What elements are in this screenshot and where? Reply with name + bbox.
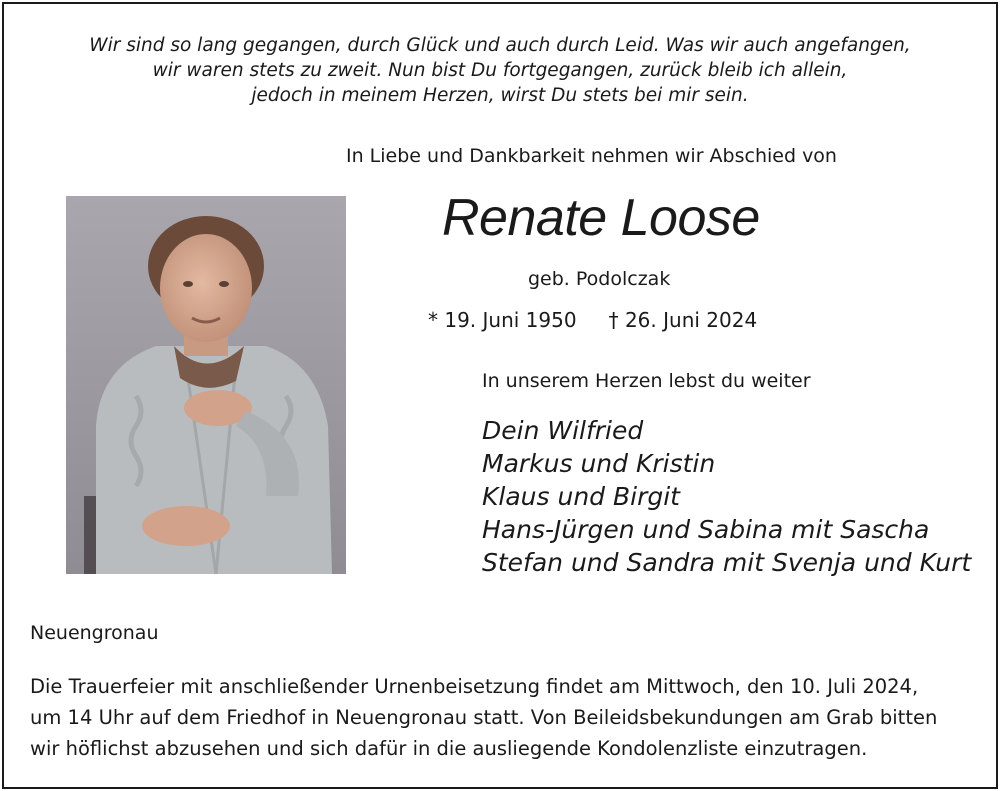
family-member: Dein Wilfried (482, 416, 644, 445)
motto-text: In unserem Herzen lebst du weiter (482, 370, 811, 392)
family-list (482, 414, 971, 579)
family-member: Hans-Jürgen und Sabina mit Sascha (482, 515, 930, 544)
family-member: Markus und Kristin (482, 449, 716, 478)
poem-line-1: Wir sind so lang gegangen, durch Glück und auch durch Leid. Was wir auch angefangen, (89, 35, 911, 56)
birth-date: * 19. Juni 1950 (428, 308, 577, 332)
deceased-name: Renate Loose (442, 189, 760, 247)
poem-line-3: jedoch in meinem Herzen, wirst Du stets bei mir sein. (251, 85, 749, 106)
maiden-name: geb. Podolczak (528, 268, 671, 290)
poem (0, 33, 1000, 108)
notice-line-3: wir höflichst abzusehen und sich dafür in die ausliegende Kondolenzliste einzutragen. (30, 737, 868, 760)
poem-line-2: wir waren stets zu zweit. Nun bist Du fortgegangen, zurück bleib ich allein, (152, 60, 848, 81)
portrait-illustration (66, 196, 346, 574)
funeral-notice (30, 671, 937, 764)
notice-line-2: um 14 Uhr auf dem Friedhof in Neuengronau statt. Von Beileidsbekundungen am Grab bitten (30, 706, 938, 729)
notice-line-1: Die Trauerfeier mit anschließender Urnenbeisetzung findet am Mittwoch, den 10. Juli 2024, (30, 675, 919, 698)
portrait-photo (66, 196, 346, 574)
intro-text: In Liebe und Dankbarkeit nehmen wir Abschied von (346, 145, 837, 167)
place-name: Neuengronau (30, 622, 159, 644)
death-date: † 26. Juni 2024 (608, 308, 758, 332)
family-member: Klaus und Birgit (482, 482, 680, 511)
family-member: Stefan und Sandra mit Svenja und Kurt (482, 548, 972, 577)
life-dates (428, 308, 757, 332)
